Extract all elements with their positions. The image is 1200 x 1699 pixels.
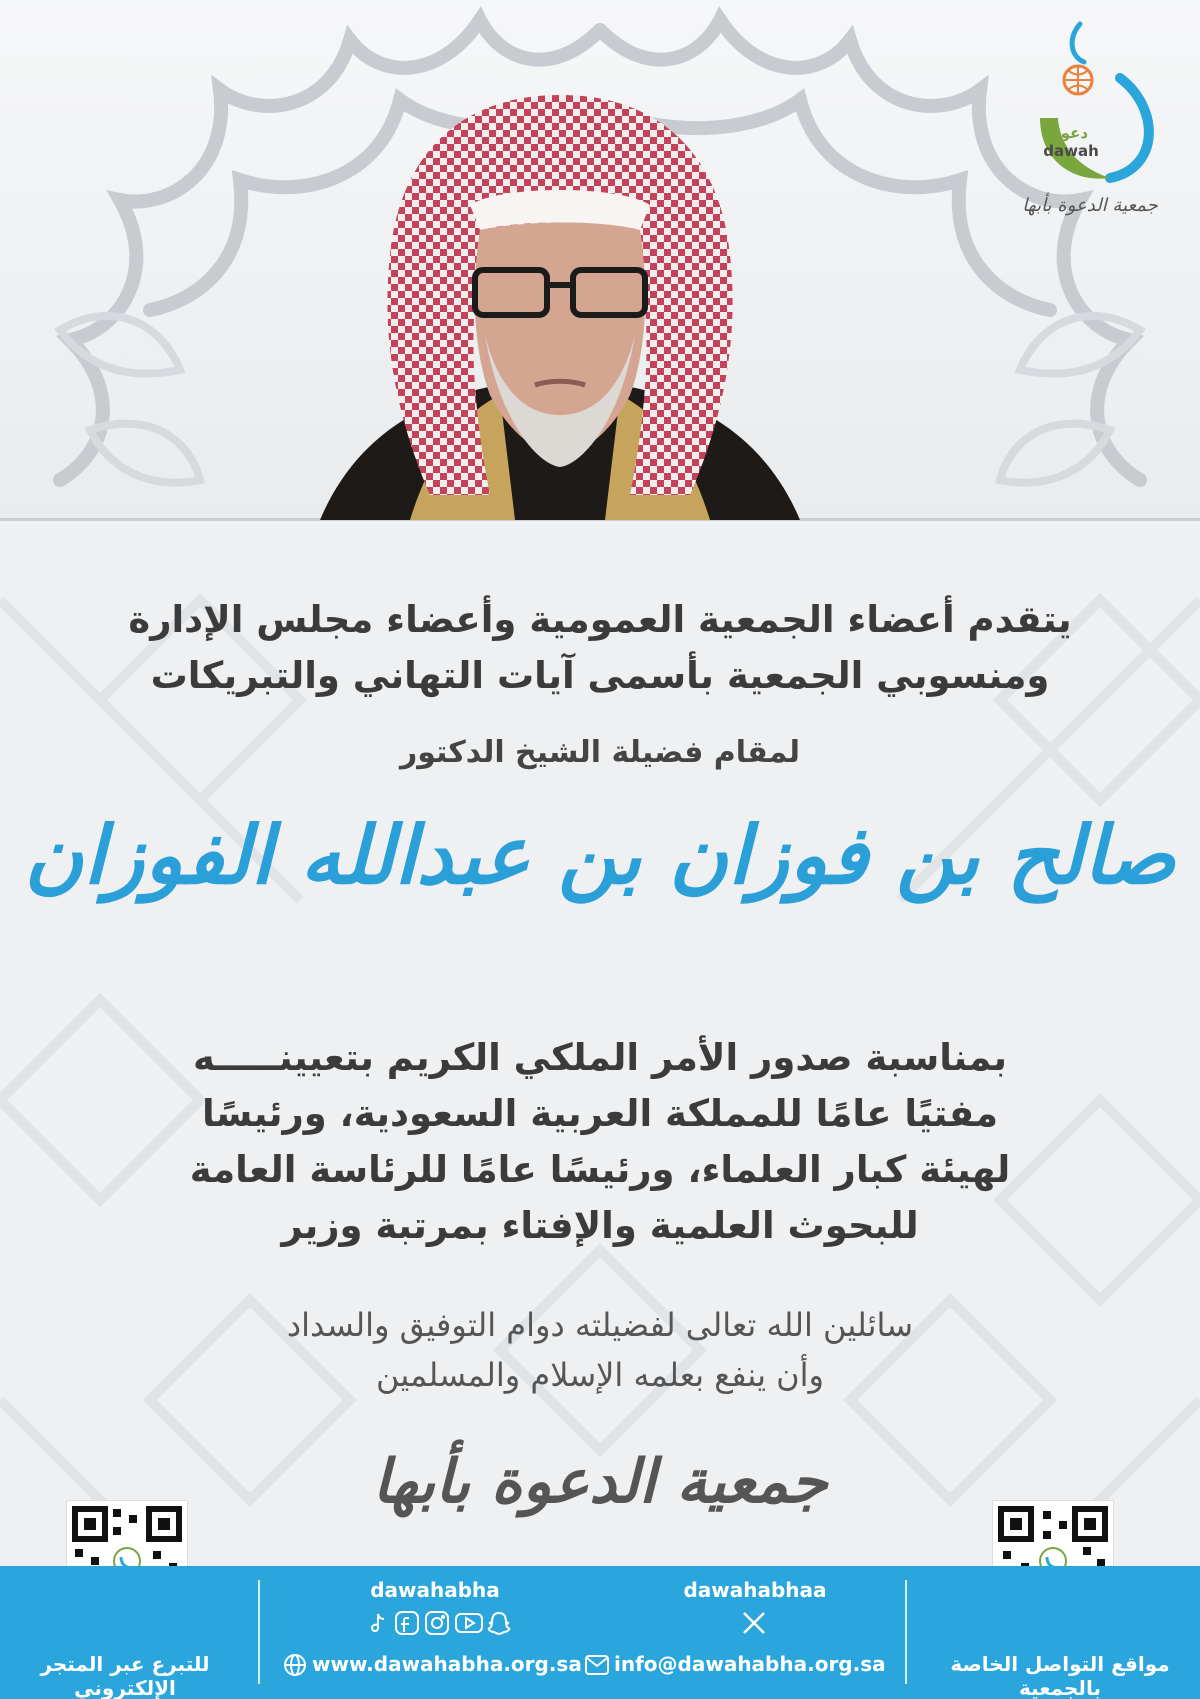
intro-text [0,592,1200,704]
occasion-line-2: مفتيًا عامًا للمملكة العربية السعودية، ورئيسًا [201,1092,999,1135]
website-link[interactable]: www.dawahabha.org.sa [312,1652,582,1676]
occasion-line-4: للبحوث العلمية والإفتاء بمرتبة وزير [281,1204,919,1247]
snapchat-icon [488,1613,510,1634]
occasion-text [0,1030,1200,1254]
sheikh-name: صالح بن فوزان بن عبدالله الفوزان [24,808,1176,902]
mail-icon [585,1655,609,1675]
youtube-icon [456,1614,482,1632]
email-link[interactable]: info@dawahabha.org.sa [614,1652,886,1676]
association-signature: جمعية الدعوة بأبها [372,1447,828,1517]
social-handle-primary[interactable]: dawahabha [370,1578,500,1602]
logo-association-signature: جمعية الدعوة بأبها [1022,195,1158,216]
honorific-title: لمقام فضيلة الشيخ الدكتور [399,735,801,770]
prayer-text [0,1300,1200,1400]
social-sites-label: مواقع التواصل الخاصة بالجمعية [950,1652,1170,1699]
logo-latin-text: dawah [1043,142,1099,160]
prayer-line-1: سائلين الله تعالى لفضيلته دوام التوفيق والسداد [286,1306,914,1344]
social-handle-x[interactable]: dawahabhaa [683,1578,827,1602]
footer-divider-left [258,1580,260,1684]
occasion-line-1: بمناسبة صدور الأمر الملكي الكريم بتعيينـــــه [193,1036,1007,1079]
prayer-line-2: وأن ينفع بعلمه الإسلام والمسلمين [375,1356,824,1394]
donate-label: للتبرع عبر المتجر الإلكتروني [40,1652,210,1699]
x-icon[interactable] [741,1610,767,1636]
intro-line-2: ومنسوبي الجمعية بأسمى آيات التهاني والتبريكات [150,654,1050,697]
tiktok-icon [372,1614,384,1631]
occasion-line-3: لهيئة كبار العلماء، ورئيسًا عامًا للرئاسة العامة [189,1148,1011,1191]
intro-line-1: يتقدم أعضاء الجمعية العمومية وأعضاء مجلس الإدارة [128,598,1072,641]
sheikh-portrait [300,95,820,520]
social-icons-row [368,1608,518,1638]
facebook-icon [396,1612,418,1634]
instagram-icon [426,1612,448,1634]
logo-arabic-text: دعوة [1051,124,1089,142]
globe-icon [283,1653,307,1677]
